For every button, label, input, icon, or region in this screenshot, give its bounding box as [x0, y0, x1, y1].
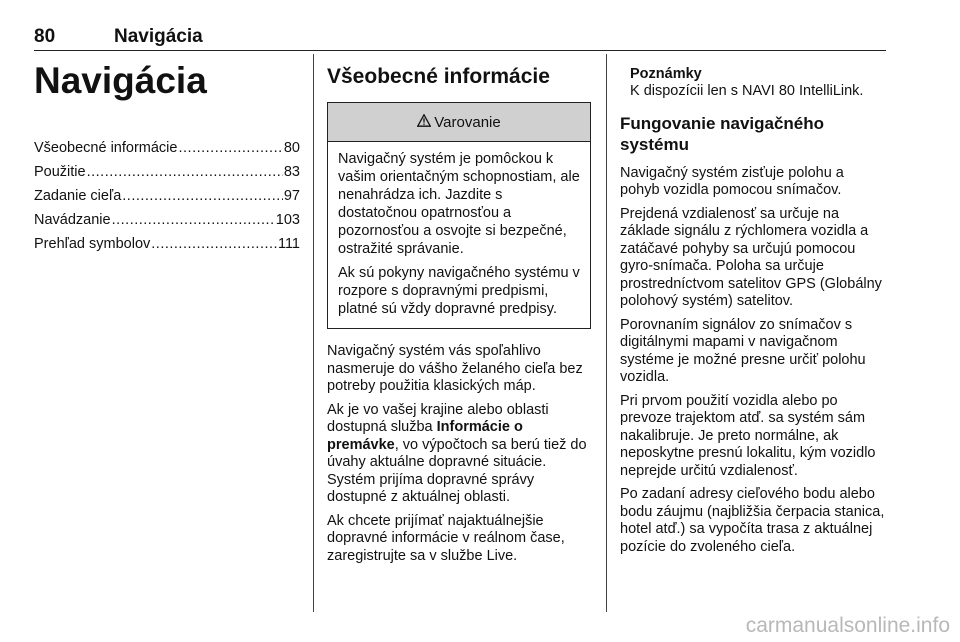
- toc-entry-page: 103: [275, 212, 300, 228]
- toc-leader-dots: [151, 232, 277, 256]
- toc-entry[interactable]: [34, 136, 300, 160]
- body-paragraph: Ak chcete prijímať najaktuálnejšie dopravné informácie v reálnom čase, zaregistrujte sa v službe Live.: [327, 512, 565, 564]
- note-text: K dispozícii len s NAVI 80 IntelliLink.: [630, 83, 864, 99]
- toc-leader-dots: [87, 160, 283, 184]
- toc-entry-label: Použitie: [34, 164, 86, 180]
- section-title: Všeobecné informácie: [327, 65, 550, 88]
- column-general-info: [327, 56, 591, 571]
- body-paragraph: Prejdená vzdialenosť sa určuje na základe signálu z rýchlomera vozidla a zatáčavé pohyby sa určujú pomocou gyro-snímača. Poloha sa určuje prostredníctvom satelitov GPS (Globálny polohový systém) satelitov.: [620, 205, 882, 309]
- warning-header: [328, 103, 590, 142]
- toc-entry-label: Navádzanie: [34, 212, 111, 228]
- note-title: Poznámky: [630, 66, 702, 82]
- toc-entry[interactable]: [34, 160, 300, 184]
- page-number: 80: [34, 26, 56, 47]
- toc-leader-dots: [122, 184, 283, 208]
- body-paragraph: [327, 402, 591, 507]
- body-paragraph: Navigačný systém vás spoľahlivo nasmeruje do vášho želaného cieľa bez potreby použitia klasických máp.: [327, 343, 583, 394]
- body-paragraph: Porovnaním signálov zo snímačov s digitálnymi mapami v navigačnom systéme je možné presne určiť polohu vozidla.: [620, 316, 866, 385]
- toc-entry-page: 97: [283, 188, 300, 204]
- toc-entry-page: 83: [283, 164, 300, 180]
- toc-entry[interactable]: [34, 208, 300, 232]
- toc-entry-label: Všeobecné informácie: [34, 140, 178, 156]
- column-toc: [34, 56, 300, 256]
- text-run: Ak je vo vašej krajine alebo oblasti dostupná služba: [327, 401, 549, 435]
- service-name: Informácie o premávke: [327, 419, 523, 453]
- column-navigation-function: [620, 56, 886, 562]
- table-of-contents: [34, 136, 300, 256]
- warning-box: [327, 102, 591, 329]
- toc-entry-label: Zadanie cieľa: [34, 188, 122, 204]
- column-divider: [606, 54, 607, 612]
- toc-entry-page: 80: [283, 140, 300, 156]
- toc-entry[interactable]: [34, 232, 300, 256]
- warning-body: [328, 142, 590, 328]
- warning-triangle-icon: [417, 114, 431, 130]
- warning-paragraph: Navigačný systém je pomôckou k vašim orientačným schopnostiam, ale nenahrádza ich. Jazdite s dostatočnou opatrnosťou a pozornosťou a osvojte si bezpečné, ostražité správanie.: [338, 151, 580, 257]
- toc-entry-page: 111: [277, 236, 300, 252]
- running-title: Navigácia: [114, 26, 203, 47]
- body-paragraph: Pri prvom použití vozidla alebo po prevoze trajektom atď. sa systém sám nakalibruje. Je preto normálne, ak neposkytne presnú lokalitu, kým vozidlo neprejde určitú vzdialenosť.: [620, 392, 876, 479]
- chapter-title: Navigácia: [34, 60, 207, 101]
- warning-title: Varovanie: [434, 113, 501, 131]
- column-divider: [313, 54, 314, 612]
- watermark: carmanualsonline.info: [745, 614, 950, 637]
- warning-paragraph: Ak sú pokyny navigačného systému v rozpore s dopravnými predpismi, platné sú vždy dopravné predpisy.: [338, 265, 580, 317]
- toc-entry[interactable]: [34, 184, 300, 208]
- toc-leader-dots: [112, 208, 275, 232]
- toc-leader-dots: [178, 136, 282, 160]
- body-paragraph: Navigačný systém zisťuje polohu a pohyb vozidla pomocou snímačov.: [620, 164, 844, 198]
- body-paragraph: Po zadaní adresy cieľového bodu alebo bodu záujmu (najbližšia čerpacia stanica, hotel atď.) sa vypočíta trasa z aktuálnej pozície do zvoleného cieľa.: [620, 486, 885, 555]
- toc-entry-label: Prehľad symbolov: [34, 236, 151, 252]
- page-header: [34, 26, 886, 51]
- text-run: , vo výpočtoch sa berú tiež do úvahy aktuálne dopravné situácie. Systém prijíma dopravné správy dostupné z aktuálnej oblasti.: [327, 436, 587, 505]
- subsection-title: Fungovanie navigačného systému: [620, 113, 825, 154]
